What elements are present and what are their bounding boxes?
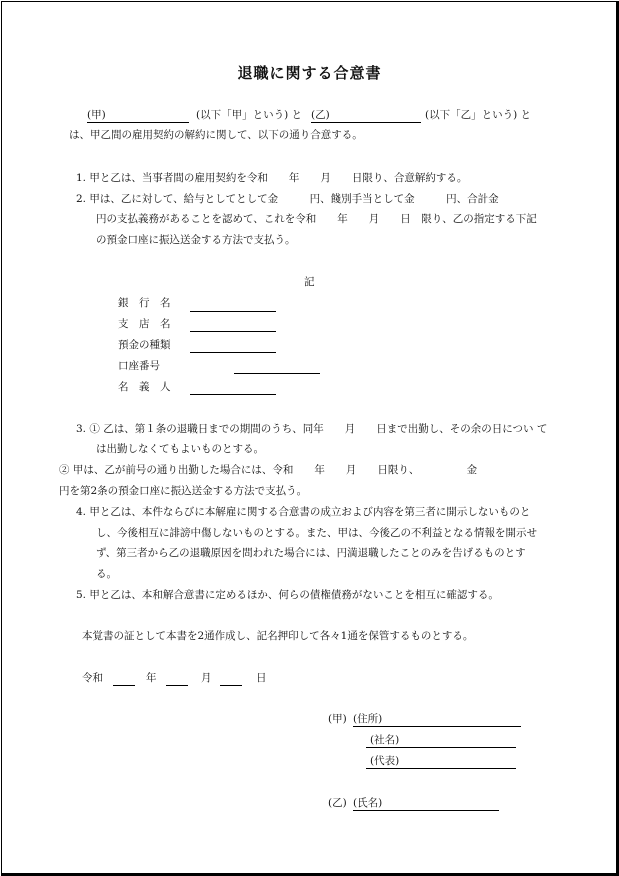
clause-5: 5. 甲と乙は、本和解合意書に定めるほか、何らの債権債務がないことを相互に確認する。 <box>76 589 499 601</box>
branch-blank <box>190 331 276 332</box>
date-month: 月 <box>201 672 212 684</box>
account-holder-label: 名 義 人 <box>118 381 171 393</box>
clause-2-line-2: 円の支払義務があることを認めて、これを令和 年 月 日 限り、乙の指定する下記 <box>96 213 537 225</box>
sig-a-representative: (代表) <box>370 755 400 767</box>
clause-3-line-2: は出勤しなくてもよいものとする。 <box>96 443 264 455</box>
date-month-blank <box>166 685 188 686</box>
clause-4-line-3: ず、第三者から乙の退職原因を問われた場合には、円満退職したことのみを告げるものとす <box>96 547 526 559</box>
clause-3-line-1: 3. ① 乙は、第１条の退職日までの期間のうち、同年 月 日まで出勤し、その余の日につい て <box>76 423 548 435</box>
sig-a-address: (住所) <box>353 713 383 725</box>
party-b-label: (乙) <box>311 109 330 121</box>
account-holder-blank <box>190 394 276 395</box>
sig-a-address-line <box>353 726 521 727</box>
date-year-blank <box>113 685 135 686</box>
intro-text-3: は、甲乙間の雇用契約の解約に関して、以下の通り合意する。 <box>69 129 363 141</box>
sig-a-representative-line <box>366 768 516 769</box>
sig-a-company-line <box>366 747 516 748</box>
clause-4-line-4: る。 <box>96 568 117 580</box>
account-type-label: 預金の種類 <box>118 339 171 351</box>
sig-b-name-line <box>353 810 499 811</box>
bank-name-label: 銀 行 名 <box>118 297 171 309</box>
intro-text-1: (以下「甲」という) と <box>196 109 303 121</box>
intro-text-2: (以下「乙」という) と <box>425 109 532 121</box>
party-a-label: (甲) <box>87 109 106 121</box>
branch-label: 支 店 名 <box>118 318 171 330</box>
sig-b-name: (氏名) <box>353 797 383 809</box>
closing-statement: 本覚書の証として本書を2通作成し、記名押印して各々1通を保管するものとする。 <box>82 630 474 642</box>
sig-a-label: (甲) <box>328 713 347 725</box>
account-type-blank <box>190 352 276 353</box>
date-day-blank <box>220 685 242 686</box>
sig-b-label: (乙) <box>328 797 347 809</box>
clause-2-line-3: の預金口座に振込送金する方法で支払う。 <box>96 234 296 246</box>
date-day: 日 <box>256 672 267 684</box>
account-number-label: 口座番号 <box>118 360 160 372</box>
party-b-blank <box>311 122 421 123</box>
clause-3-2-line-2: 円を第2条の預金口座に振込送金する方法で支払う。 <box>59 485 308 497</box>
sig-a-company: (社名) <box>370 734 400 746</box>
date-era: 令和 <box>82 672 103 684</box>
clause-1: 1. 甲と乙は、当事者間の雇用契約を令和 年 月 日限り、合意解約する。 <box>76 172 468 184</box>
clause-4-line-2: し、今後相互に誹謗中傷しないものとする。また、甲は、今後乙の不利益となる情報を開示せ <box>96 527 537 539</box>
clause-3-2-line-1: ② 甲は、乙が前号の通り出勤した場合には、令和 年 月 日限り、 金 <box>59 464 478 476</box>
date-year: 年 <box>146 672 157 684</box>
party-a-blank <box>87 122 189 123</box>
account-number-blank <box>234 373 320 374</box>
ki-heading: 記 <box>304 276 315 288</box>
bank-name-blank <box>190 311 276 312</box>
clause-4-line-1: 4. 甲と乙は、本件ならびに本解雇に関する合意書の成立および内容を第三者に開示しないものと <box>76 506 531 518</box>
document-title: 退職に関する合意書 <box>237 64 382 82</box>
clause-2-line-1: 2. 甲は、乙に対して、給与としてとして金 円、餞別手当として金 円、合計金 <box>76 193 499 205</box>
